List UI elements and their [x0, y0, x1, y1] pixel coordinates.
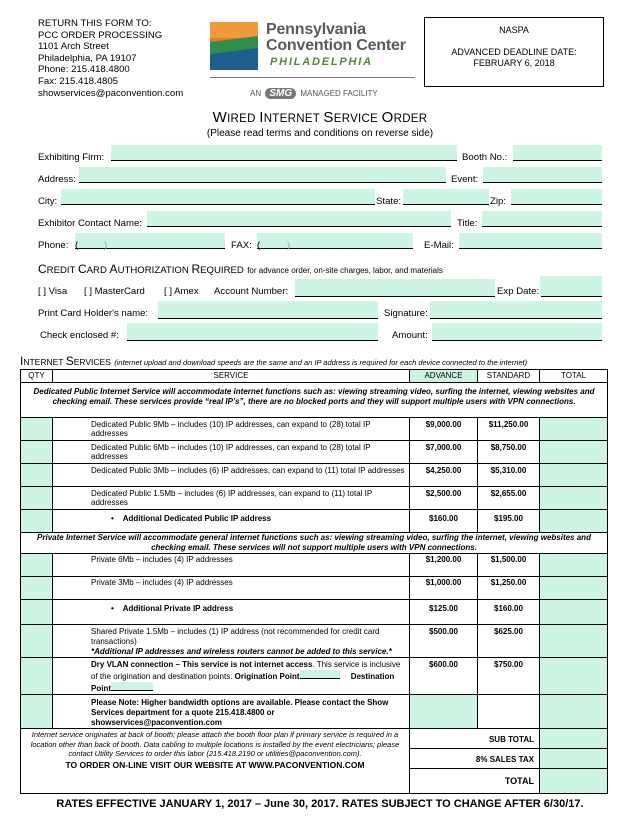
total-input[interactable] [540, 418, 608, 441]
return-address-block [38, 18, 183, 99]
logo-divider [210, 77, 415, 78]
title-part: O [381, 109, 394, 126]
visa-checkbox[interactable]: [ ] Visa [38, 286, 68, 297]
bullet-icon: • [111, 514, 123, 523]
return-line: Philadelphia, PA 19107 [38, 52, 137, 64]
shared-service-label: Shared Private 1.5Mb – includes (1) IP address (not recommended for credit card transactions) [91, 627, 380, 646]
bandwidth-note: Please Note: Higher bandwidth options are available. Please contact the Show Services department for a quote 215.418.4800 or showservices@paconvention.com [53, 695, 410, 729]
card-holder-input[interactable] [158, 301, 378, 319]
table-row [21, 577, 608, 600]
standard-price: $8,750.00 [478, 441, 540, 464]
check-label: Check enclosed #: [40, 330, 119, 341]
total-input[interactable] [540, 625, 608, 658]
online-order-link[interactable]: TO ORDER ON-LINE VISIT OUR WEBSITE AT WWW.PACONVENTION.COM [65, 759, 365, 770]
service-cell [53, 600, 410, 625]
event-label: Event: [451, 174, 479, 185]
total-input[interactable] [540, 658, 608, 695]
standard-price: $750.00 [478, 658, 540, 695]
table-row [21, 554, 608, 577]
fax-input[interactable] [257, 233, 413, 249]
service-label: Dedicated Public 6Mb – includes (10) IP addresses, can expand to (28) total IP addresses [91, 443, 371, 461]
cc-heading-part: R [191, 262, 201, 276]
smg-logo: SMG [265, 88, 296, 99]
services-table [20, 369, 608, 794]
qty-input[interactable] [21, 441, 53, 464]
standard-price: $1,500.00 [478, 554, 540, 577]
deadline-box [424, 17, 604, 87]
title-part: ERVICE [333, 113, 382, 125]
credit-card-note: for advance order, on-site charges, labor, and materials [247, 266, 443, 275]
services-heading-part: S [65, 354, 74, 368]
standard-price: $160.00 [478, 600, 540, 625]
services-heading-part: ERVICES [73, 357, 111, 367]
state-label: State: [376, 196, 402, 207]
public-note-row [21, 383, 608, 418]
show-name: NASPA [499, 25, 529, 35]
table-row [21, 510, 608, 533]
service-cell [53, 487, 410, 510]
state-input[interactable] [403, 189, 489, 205]
standard-price: $2,655.00 [478, 487, 540, 510]
booth-no-input[interactable] [513, 145, 602, 161]
return-fax: Fax: 215.418.4805 [38, 75, 119, 87]
standard-blank [478, 695, 540, 729]
advance-blank [410, 695, 478, 729]
logo-text-line1: Pennsylvania [266, 21, 366, 38]
signature-label: Signature: [384, 308, 428, 319]
title-part: I [259, 109, 264, 126]
table-row [21, 487, 608, 510]
phone-input[interactable] [75, 233, 225, 249]
qty-input[interactable] [21, 554, 53, 577]
rates-footer: RATES EFFECTIVE JANUARY 1, 2017 – June 30, 2017. RATES SUBJECT TO CHANGE AFTER 6/30/17. [56, 798, 584, 810]
total-input[interactable] [540, 510, 608, 533]
destination-point-label: Destination Point [91, 672, 395, 693]
service-cell [53, 441, 410, 464]
subtotal-label: SUB TOTAL [410, 729, 540, 749]
standard-price: $195.00 [478, 510, 540, 533]
qty-input[interactable] [21, 658, 53, 695]
sales-tax-input[interactable] [540, 749, 608, 769]
footer-note-text: Internet service originates at back of booth; please attach the booth floor plan if primary service is required in a location other than back of booth. Data cabling to multiple locations is installed by the event electricians; please contact Utility Services to order this labor (215.418.2190 or utilities@paconvention.com). [30, 730, 400, 758]
shared-service-note: *Additional IP addresses and wireless routers cannot be added to this service.* [91, 647, 392, 656]
title-part: NTERNET [263, 113, 324, 125]
table-row [21, 695, 608, 729]
table-row [21, 625, 608, 658]
service-cell [53, 554, 410, 577]
cc-heading-part: EQUIRED [200, 265, 244, 276]
cc-heading-part: ARD [86, 265, 110, 276]
managed-suffix: MANAGED FACILITY [300, 89, 378, 98]
exp-date-label: Exp Date: [497, 286, 540, 297]
city-input[interactable] [61, 189, 375, 205]
title-part: W [212, 109, 228, 126]
address-input[interactable] [79, 167, 446, 183]
advance-price: $600.00 [410, 658, 478, 695]
origination-point-label: Origination Point [234, 672, 300, 681]
total-input[interactable] [540, 695, 608, 729]
page-subtitle: (Please read terms and conditions on reverse side) [206, 128, 434, 139]
standard-header: STANDARD [478, 370, 540, 383]
managed-prefix: AN [250, 89, 262, 98]
service-cell [53, 418, 410, 441]
qty-input[interactable] [21, 577, 53, 600]
qty-input[interactable] [21, 625, 53, 658]
service-label: Additional Dedicated Public IP address [122, 514, 272, 523]
total-input[interactable] [540, 464, 608, 487]
service-cell [53, 464, 410, 487]
service-label: Dedicated Public 1.5Mb – includes (6) IP addresses, can expand to (11) total IP addresses [91, 489, 373, 507]
subtotal-row [21, 729, 608, 749]
amex-checkbox[interactable]: [ ] Amex [164, 286, 199, 297]
services-note: (internet upload and download speeds are the same and an IP address is required for each device connected to the internet) [114, 358, 528, 367]
total-input[interactable] [540, 577, 608, 600]
qty-input[interactable] [21, 695, 53, 729]
exhibiting-firm-input[interactable] [111, 145, 457, 161]
cc-heading-part: A [109, 262, 118, 276]
cc-heading-part: REDIT [46, 265, 78, 276]
cc-heading-part: C [77, 262, 87, 276]
advance-price: $9,000.00 [410, 418, 478, 441]
qty-header: QTY [21, 370, 53, 383]
pcc-logo [210, 22, 415, 70]
cc-heading-part: C [38, 262, 47, 276]
service-label: Private 6Mb – includes (4) IP addresses [91, 555, 233, 564]
exp-date-input[interactable] [541, 283, 602, 297]
title-part: S [323, 109, 334, 126]
qty-input[interactable] [21, 487, 53, 510]
mastercard-checkbox[interactable]: [ ] MasterCard [84, 286, 145, 297]
public-note: Dedicated Public Internet Service will accommodate internet functions such as: viewing streaming video, surfing the internet, viewing websites and checking email. These services provide “real IP’s”, there are no blocked ports and they will support multiple users with VPN connections. [21, 383, 608, 418]
account-number-input[interactable] [295, 279, 495, 297]
fax-paren-close: ) [287, 240, 291, 251]
return-line: 1101 Arch Street [38, 41, 109, 53]
fax-paren-open: ( [257, 240, 261, 251]
return-line: PCC ORDER PROCESSING [38, 29, 163, 41]
destination-point-input[interactable] [111, 682, 153, 691]
deadline-date: FEBRUARY 6, 2018 [473, 58, 555, 68]
advance-price: $1,200.00 [410, 554, 478, 577]
managed-facility-tag [250, 88, 378, 99]
vlan-label: Dry VLAN connection – This service is not internet access [91, 660, 313, 669]
total-input[interactable] [540, 600, 608, 625]
origination-point-input[interactable] [300, 670, 340, 679]
table-row [21, 658, 608, 695]
exhibiting-firm-label: Exhibiting Firm: [38, 152, 105, 163]
standard-price: $11,250.00 [478, 418, 540, 441]
return-email: showservices@paconvention.com [38, 87, 184, 99]
service-cell [53, 625, 410, 658]
service-cell [53, 577, 410, 600]
contact-name-input[interactable] [147, 211, 451, 227]
service-header-label: SERVICE [213, 371, 249, 380]
advance-price: $2,500.00 [410, 487, 478, 510]
private-note-row [21, 533, 608, 554]
phone-paren-close: ) [104, 240, 108, 251]
table-row [21, 441, 608, 464]
total-header: TOTAL [540, 370, 608, 383]
signature-input[interactable] [430, 301, 602, 319]
contact-name-label: Exhibitor Contact Name: [38, 218, 142, 229]
booth-no-label: Booth No.: [462, 152, 508, 163]
standard-price: $625.00 [478, 625, 540, 658]
subtotal-input[interactable] [540, 729, 608, 749]
private-note: Private Internet Service will accommodate general internet functions such as: viewing streaming video, surfing the internet, viewing websites and checking email. These services will not support multiple users with VPN connections. [21, 533, 608, 554]
services-heading-part: I [20, 354, 24, 368]
service-footer-note [21, 729, 410, 794]
title-part: RDER [393, 113, 428, 125]
qty-input[interactable] [21, 464, 53, 487]
service-header [53, 370, 410, 383]
service-label: Dedicated Public 3Mb – includes (6) IP addresses, can expand to (11) total IP addresses [91, 466, 405, 475]
total-input[interactable] [540, 554, 608, 577]
advance-price: $4,250.00 [410, 464, 478, 487]
address-label: Address: [38, 174, 76, 185]
advance-price: $125.00 [410, 600, 478, 625]
logo-text-line2: Convention Center [266, 37, 406, 54]
cc-heading-part: UTHORIZATION [117, 265, 192, 276]
return-title: RETURN THIS FORM TO: [38, 18, 152, 29]
title-label: Title: [457, 218, 478, 229]
email-label: E-Mail: [424, 240, 454, 251]
services-heading-part: NTERNET [23, 357, 66, 367]
page-title [0, 109, 640, 126]
fax-label: FAX: [231, 240, 252, 251]
table-row [21, 600, 608, 625]
advance-price: $160.00 [410, 510, 478, 533]
total-input[interactable] [540, 441, 608, 464]
event-input[interactable] [483, 167, 602, 183]
title-input[interactable] [482, 211, 602, 227]
zip-input[interactable] [511, 189, 602, 205]
service-label: Additional Private IP address [122, 604, 234, 613]
standard-price: $5,310.00 [478, 464, 540, 487]
account-number-label: Account Number: [214, 286, 289, 297]
sales-tax-label: 8% SALES TAX [410, 749, 540, 769]
internet-services-heading [20, 354, 527, 368]
qty-input[interactable] [21, 600, 53, 625]
grand-total-label: TOTAL [410, 769, 540, 794]
amount-label: Amount: [392, 330, 428, 341]
phone-paren-open: ( [75, 240, 79, 251]
credit-card-heading [38, 262, 443, 276]
standard-price: $1,250.00 [478, 577, 540, 600]
title-part: IRED [227, 113, 260, 125]
advance-price: $1,000.00 [410, 577, 478, 600]
check-input[interactable] [127, 323, 378, 341]
email-input[interactable] [459, 233, 602, 249]
qty-input[interactable] [21, 510, 53, 533]
pcc-logo-mark-icon [210, 22, 260, 70]
service-label: Private 3Mb – includes (4) IP addresses [91, 578, 233, 587]
phone-label: Phone: [38, 240, 69, 251]
service-label: Dedicated Public 9Mb – includes (10) IP addresses, can expand to (28) total IP addresses [91, 420, 371, 438]
advance-header: ADVANCE [410, 370, 478, 383]
advance-price: $7,000.00 [410, 441, 478, 464]
vlan-desc: . This service is inclusive of the origination and destination points. [91, 660, 401, 681]
table-header-row [21, 370, 608, 383]
grand-total-input[interactable] [540, 769, 608, 794]
bullet-icon: • [111, 604, 123, 613]
logo-text-line3: PHILADELPHIA [270, 56, 373, 68]
table-row [21, 464, 608, 487]
card-holder-label: Print Card Holder's name: [38, 308, 149, 319]
service-cell [53, 510, 410, 533]
service-cell [53, 658, 410, 695]
city-label: City: [38, 196, 58, 207]
table-row [21, 418, 608, 441]
zip-label: Zip: [490, 196, 506, 207]
return-phone: Phone: 215.418.4800 [38, 64, 130, 76]
total-input[interactable] [540, 487, 608, 510]
amount-input[interactable] [432, 323, 602, 341]
advance-price: $500.00 [410, 625, 478, 658]
qty-input[interactable] [21, 418, 53, 441]
deadline-label: ADVANCED DEADLINE DATE: [451, 47, 577, 57]
